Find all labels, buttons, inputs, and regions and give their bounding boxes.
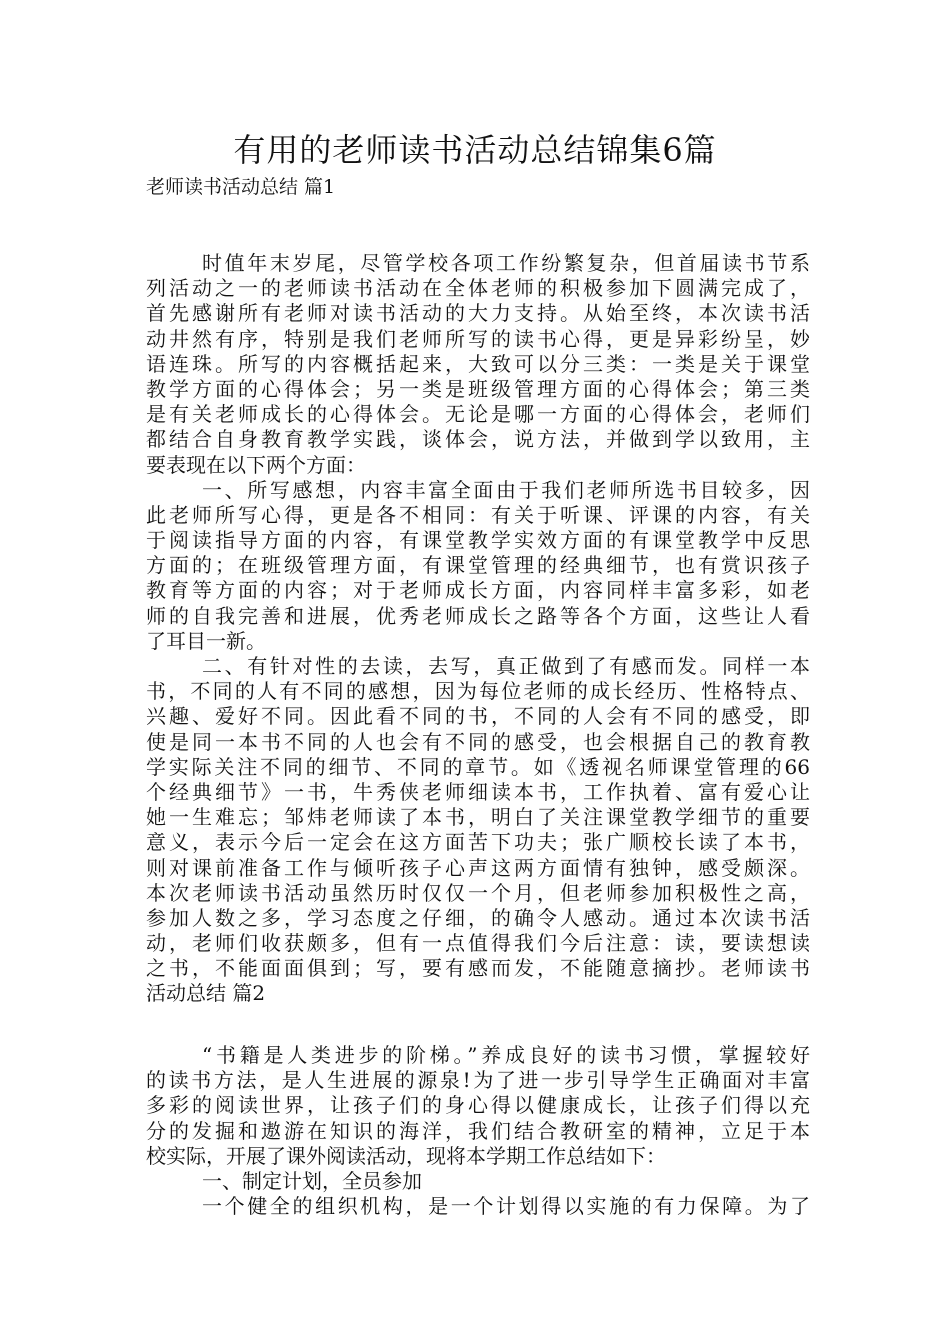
section-1-body: [146, 251, 810, 1007]
text-line: 语连珠。所写的内容概括起来，大致可以分三类：一类是关于课堂: [146, 351, 810, 376]
text-line: 首先感谢所有老师对读书活动的大力支持。从始至终，本次读书活: [146, 301, 810, 326]
text-line: 使是同一本书不同的人也会有不同的感受，也会根据自己的教育教: [146, 729, 810, 754]
text-line: 多彩的阅读世界，让孩子们的身心得以健康成长，让孩子们得以充: [146, 1093, 810, 1118]
text-line: 教学方面的心得体会；另一类是班级管理方面的心得体会；第三类: [146, 376, 810, 401]
section-2-body: [146, 1043, 810, 1219]
text-line: 二、有针对性的去读，去写，真正做到了有感而发。同样一本: [202, 654, 810, 678]
text-line: 时值年末岁尾，尽管学校各项工作纷繁复杂，但首届读书节系: [202, 251, 810, 275]
text-line: 方面的；在班级管理方面，有课堂管理的经典细节，也有赏识孩子: [146, 553, 810, 578]
text-line: 是有关老师成长的心得体会。无论是哪一方面的心得体会，老师们: [146, 402, 810, 427]
text-line: 列活动之一的老师读书活动在全体老师的积极参加下圆满完成了，: [146, 276, 810, 301]
text-line: 个经典细节》一书，牛秀侠老师细读本书，工作执着、富有爱心让: [146, 779, 810, 804]
text-line: 分的发掘和遨游在知识的海洋，我们结合教研室的精神，立足于本: [146, 1118, 810, 1143]
text-line: 教育等方面的内容；对于老师成长方面，内容同样丰富多彩，如老: [146, 578, 810, 603]
text-line: 要表现在以下两个方面：: [146, 452, 366, 477]
text-line: 本次老师读书活动虽然历时仅仅一个月，但老师参加积极性之高，: [146, 880, 810, 905]
section-heading: 老师读书活动总结 篇1: [146, 176, 336, 198]
text-line: “书籍是人类进步的阶梯。”养成良好的读书习惯，掌握较好: [202, 1043, 810, 1067]
text-line: 一、制定计划，全员参加: [202, 1168, 422, 1193]
text-line: 的读书方法，是人生进展的源泉!为了进一步引导学生正确面对丰富: [146, 1068, 810, 1093]
text-line: 之书，不能面面俱到；写，要有感而发，不能随意摘抄。老师读书: [146, 956, 810, 981]
text-line: 此老师所写心得，更是各不相同：有关于听课、评课的内容，有关: [146, 502, 810, 527]
text-line: 师的自我完善和进展，优秀老师成长之路等各个方面，这些让人看: [146, 603, 810, 628]
text-line: 则对课前准备工作与倾听孩子心声这两方面情有独钟，感受颇深。: [146, 855, 810, 880]
text-line: 动，老师们收获颇多，但有一点值得我们今后注意：读，要读想读: [146, 931, 810, 956]
text-line: 动井然有序，特别是我们老师所写的读书心得，更是异彩纷呈，妙: [146, 326, 810, 351]
text-line: 参加人数之多，学习态度之仔细，的确令人感动。通过本次读书活: [146, 905, 810, 930]
text-line: 学实际关注不同的细节、不同的章节。如《透视名师课堂管理的66: [146, 754, 810, 779]
text-line: 都结合自身教育教学实践，谈体会，说方法，并做到学以致用，主: [146, 427, 810, 452]
document-title: 有用的老师读书活动总结锦集6篇: [233, 131, 717, 169]
text-line: 书，不同的人有不同的感想，因为每位老师的成长经历、性格特点、: [146, 679, 810, 704]
text-line: 一、所写感想，内容丰富全面由于我们老师所选书目较多，因: [202, 477, 810, 502]
text-line: 校实际，开展了课外阅读活动，现将本学期工作总结如下：: [146, 1143, 666, 1168]
text-line: 她一生难忘；邹炜老师读了本书，明白了关注课堂教学细节的重要: [146, 805, 810, 830]
text-line: 于阅读指导方面的内容，有课堂教学实效方面的有课堂教学中反思: [146, 528, 810, 553]
text-line: 意义，表示今后一定会在这方面苦下功夫；张广顺校长读了本书，: [146, 830, 810, 855]
text-line: 了耳目一新。: [146, 628, 266, 653]
text-line: 活动总结 篇2: [146, 981, 266, 1006]
text-line: 一个健全的组织机构，是一个计划得以实施的有力保障。为了: [202, 1194, 810, 1219]
text-line: 兴趣、爱好不同。因此看不同的书，不同的人会有不同的感受，即: [146, 704, 810, 729]
